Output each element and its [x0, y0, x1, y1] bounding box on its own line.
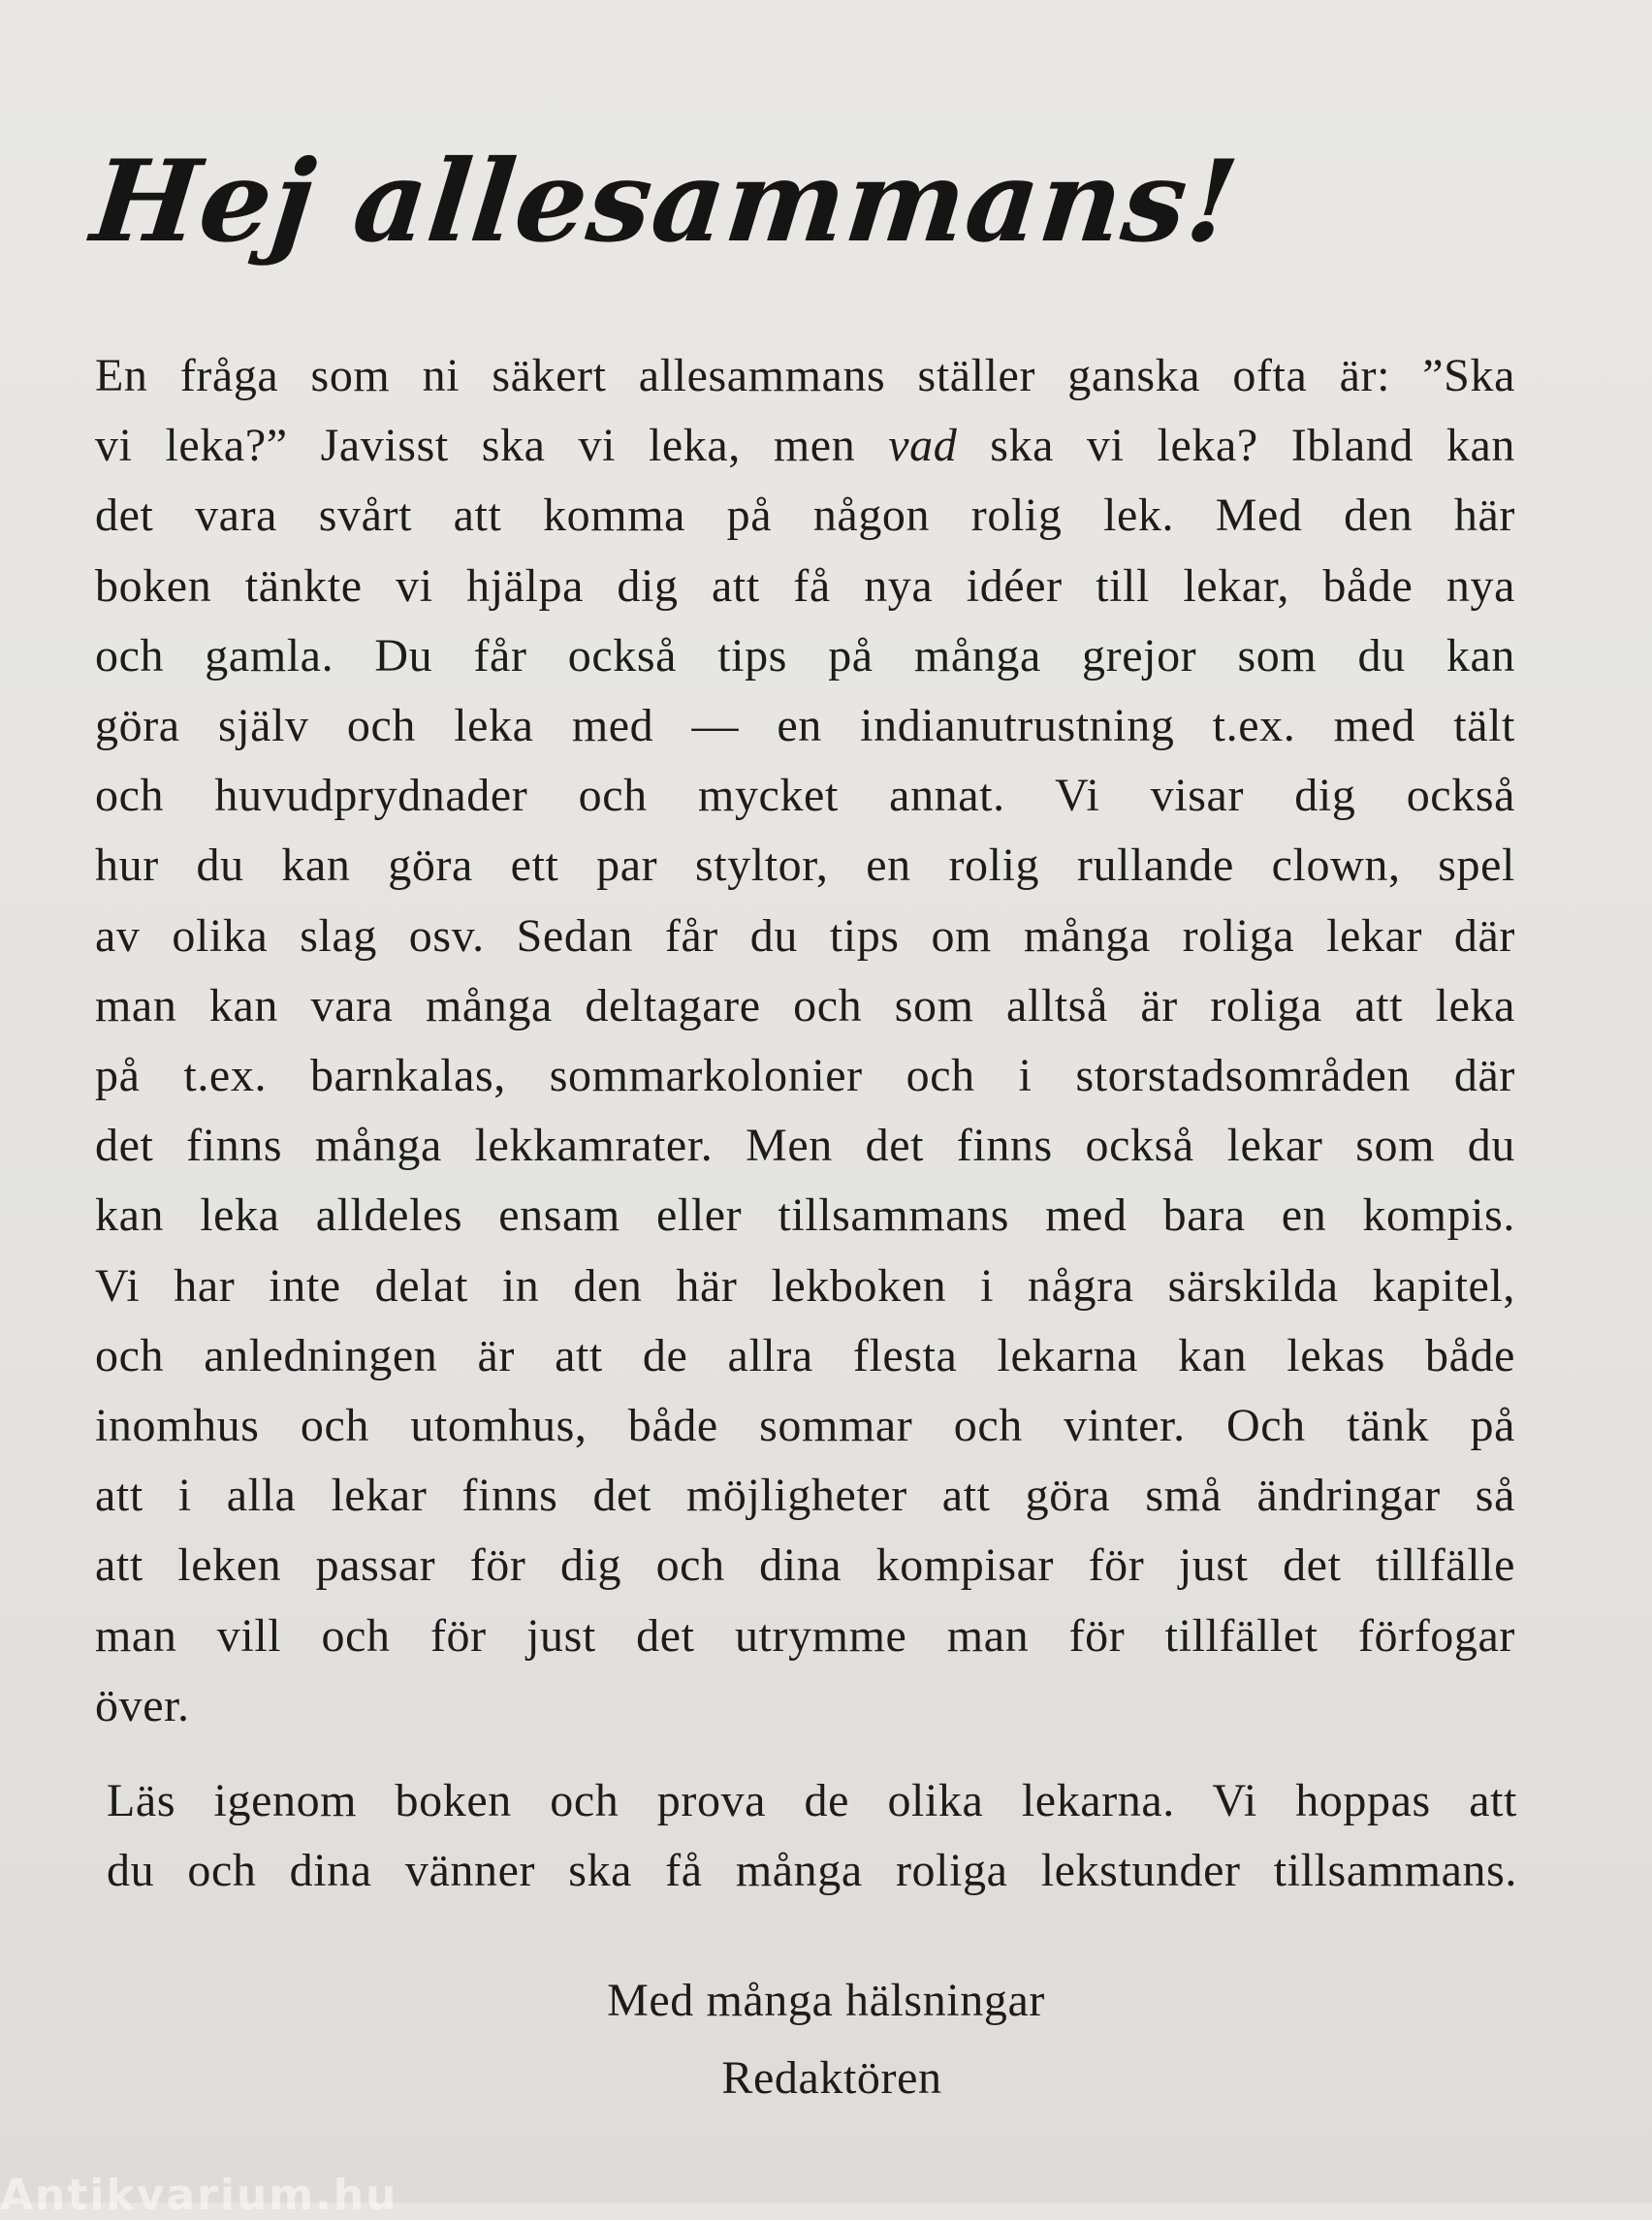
text-line: man vill och för just det utrymme man för tillfället förfogar — [95, 1609, 1515, 1662]
text-line: man kan vara många deltagare och som alltså är roliga att leka — [95, 979, 1515, 1031]
text-line: och gamla. Du får också tips på många grejor som du kan — [95, 629, 1515, 682]
text-line: göra själv och leka med — en indianutrustning t.ex. med tält — [95, 700, 1515, 752]
text-line: inomhus och utomhus, både sommar och vinter. Och tänk på — [95, 1400, 1515, 1452]
intro-paragraph — [95, 341, 1515, 1741]
text-line: på t.ex. barnkalas, sommarkolonier och i storstadsområden där — [95, 1050, 1515, 1102]
text-line: det vara svårt att komma på någon rolig lek. Med den här — [95, 490, 1515, 542]
signoff-greeting: Med många hälsningar — [607, 1975, 1045, 2026]
text-line: och anledningen är att de allra flesta lekarna kan lekas både — [95, 1329, 1515, 1381]
text-line: vi leka?” Javisst ska vi leka, men vad ska vi leka? Ibland kan — [95, 420, 1515, 472]
text-line: En fråga som ni säkert allesammans ställer ganska ofta är: ”Ska — [95, 350, 1515, 401]
text-line: Läs igenom boken och prova de olika lekarna. Vi hoppas att — [107, 1775, 1517, 1826]
text-line: Vi har inte delat in den här lekboken i några särskilda kapitel, — [95, 1259, 1515, 1312]
page-title: Hej allesammans! — [85, 136, 1245, 268]
text-line: av olika slag osv. Sedan får du tips om många roliga lekar där — [95, 909, 1515, 962]
text-line: du och dina vänner ska få många roliga lekstunder tillsammans. — [107, 1845, 1517, 1896]
text-line: och huvudprydnader och mycket annat. Vi visar dig också — [95, 770, 1515, 822]
emphasized-word: vad — [888, 420, 958, 472]
text-line: kan leka alldeles ensam eller tillsammans med bara en kompis. — [95, 1189, 1515, 1242]
closing-paragraph — [107, 1766, 1517, 1906]
text-line: att leken passar för dig och dina kompisar för just det tillfälle — [95, 1539, 1515, 1592]
text-line: hur du kan göra ett par styltor, en rolig rullande clown, spel — [95, 840, 1515, 892]
text-line: över. — [95, 1679, 190, 1731]
signoff-author: Redaktören — [721, 2052, 942, 2104]
watermark: Antikvarium.hu — [0, 2171, 398, 2220]
text-line: det finns många lekkamrater. Men det finns också lekar som du — [95, 1120, 1515, 1172]
text-line: boken tänkte vi hjälpa dig att få nya idéer till lekar, både nya — [95, 559, 1515, 612]
text-line: att i alla lekar finns det möjligheter att göra små ändringar så — [95, 1470, 1515, 1522]
